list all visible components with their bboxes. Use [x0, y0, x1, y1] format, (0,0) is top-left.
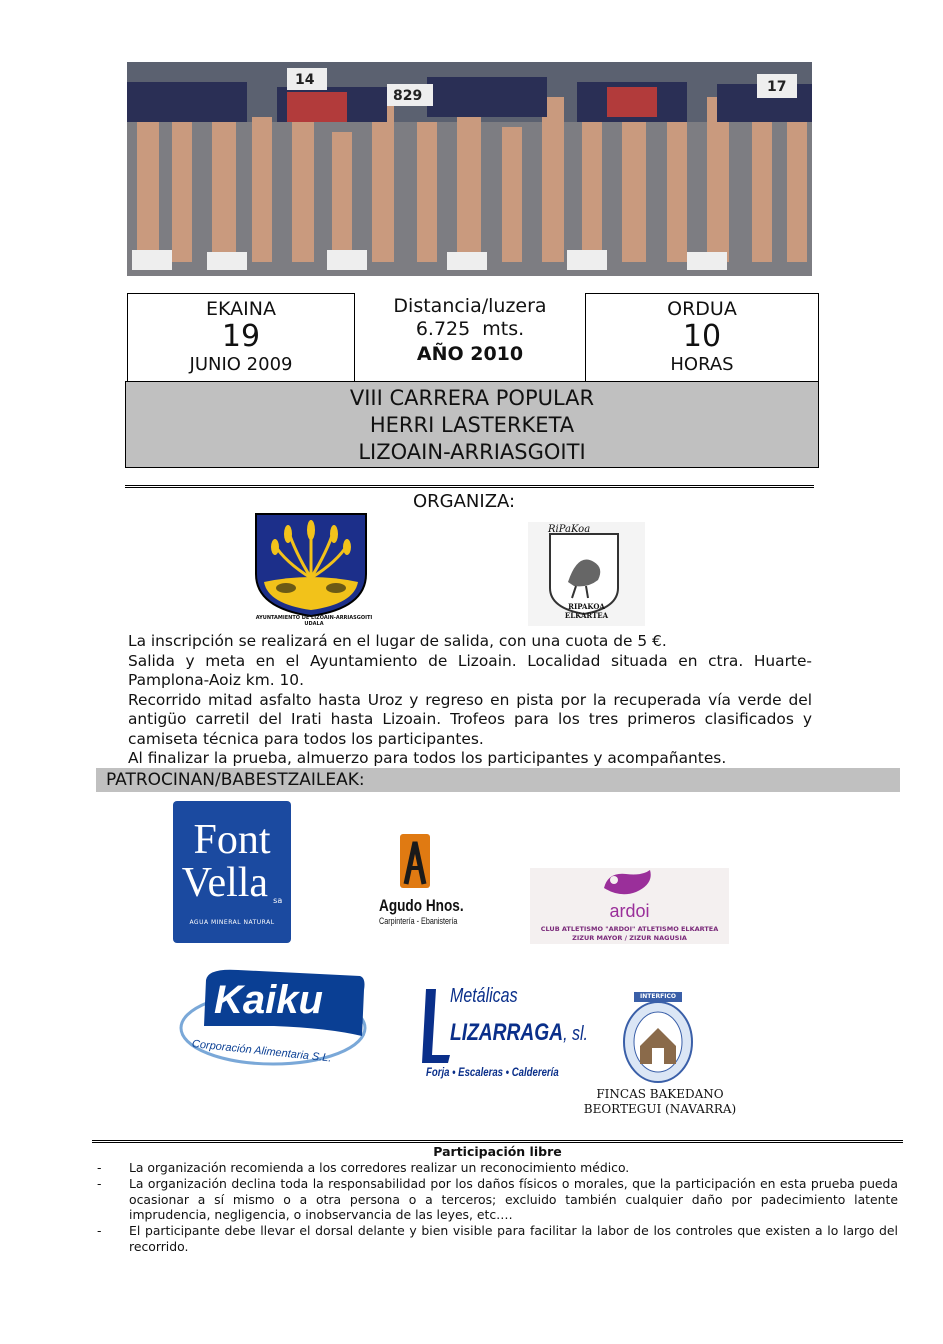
- agudo-name: Agudo Hnos.: [379, 896, 464, 915]
- rules-list: [92, 1160, 898, 1255]
- ardoi-logo: [530, 868, 729, 944]
- distance-info: [360, 294, 580, 367]
- fincas-logo: [620, 990, 696, 1086]
- kaiku-logo: [178, 966, 368, 1069]
- distance-value: 6.725 mts.: [415, 318, 525, 340]
- participation-title: Participación libre: [433, 1144, 562, 1159]
- sponsors-label: PATROCINAN/BABESTZAILEAK:: [106, 770, 365, 790]
- description-paragraph: La inscripción se realizará en el lugar de salida, con una cuota de 5 €.: [128, 632, 667, 650]
- list-dash: -: [97, 1223, 102, 1239]
- ardoi-name: ardoi: [609, 901, 650, 921]
- metalicas-word-1: Metálicas: [450, 985, 518, 1007]
- fincas-caption: [580, 1087, 740, 1117]
- bib-number-2: 17: [767, 79, 787, 95]
- fontvella-logo: [173, 801, 291, 943]
- race-description: [128, 632, 812, 769]
- date-box-top: EKAINA: [206, 298, 276, 320]
- fontvella-subtitle: AGUA MINERAL NATURAL: [189, 919, 275, 926]
- ardoi-line-2: ZIZUR MAYOR / ZIZUR NAGUSIA: [572, 934, 687, 942]
- divider: [92, 1140, 903, 1143]
- race-title-line2: HERRI LASTERKETA: [369, 413, 575, 437]
- fontvella-word-1: Font: [193, 817, 271, 863]
- date-box-day: 19: [221, 319, 261, 354]
- divider: [125, 485, 814, 488]
- ripakoa-caption-2: ELKARTEA: [564, 611, 609, 620]
- fontvella-word-2: Vella: [181, 860, 269, 906]
- list-item: [92, 1160, 898, 1176]
- race-title-box: [125, 381, 819, 468]
- agudo-subtitle: Carpintería - Ebanistería: [379, 916, 458, 926]
- fincas-line-2: BEORTEGUI (NAVARRA): [583, 1102, 737, 1116]
- agudo-logo: [370, 832, 464, 934]
- runners-photo: [127, 62, 812, 276]
- ripakoa-top-text: RiPaKoa: [548, 524, 591, 535]
- description-paragraph: Salida y meta en el Ayuntamiento de Lizoain. Localidad situada en ctra. Huarte-Pamplona-Aoiz km. 10.: [128, 651, 812, 689]
- metalicas-sl: , sl.: [563, 1023, 588, 1045]
- organiza-label: ORGANIZA:: [413, 491, 516, 512]
- list-item: [92, 1176, 898, 1223]
- rule-text: La organización declina toda la responsabilidad por los daños físicos o morales, que la participación en esta prueba pueda ocasionar a sí mismo o a otra persona o a terceros; excluido también cualquier daño por padecimiento latente imprudencia, negligencia, o inobservancia de las leyes, etc….: [129, 1175, 898, 1223]
- ayuntamiento-logo: [250, 512, 378, 632]
- fincas-line-1: FINCAS BAKEDANO: [596, 1087, 724, 1101]
- bib-number-1: 829: [393, 88, 423, 104]
- kaiku-name: Kaiku: [214, 978, 323, 1022]
- distance-label: Distancia/luzera: [393, 295, 547, 317]
- metalicas-subtitle: Forja • Escaleras • Calderería: [426, 1065, 559, 1079]
- description-paragraph: Al finalizar la prueba, almuerzo para todos los participantes y acompañantes.: [128, 749, 727, 767]
- kaiku-subtitle: Corporación Alimentaria S.L.: [191, 1038, 333, 1065]
- metalicas-word-2: LIZARRAGA: [450, 1019, 564, 1046]
- time-box-bottom: HORAS: [670, 354, 734, 375]
- list-dash: -: [97, 1160, 102, 1175]
- ripakoa-caption-1: RIPAKOA: [568, 602, 605, 611]
- race-year: AÑO 2010: [416, 343, 524, 365]
- ayuntamiento-caption: AYUNTAMIENTO DE LIZOAIN-ARRIASGOITI UDALA: [255, 615, 373, 627]
- ripakoa-logo: [528, 522, 645, 626]
- fincas-top-text: INTERFICO: [640, 993, 676, 1000]
- rule-text: La organización recomienda a los corredores realizar un reconocimiento médico.: [129, 1160, 630, 1175]
- date-box: [127, 293, 355, 383]
- race-title-line3: LIZOAIN-ARRIASGOITI: [358, 440, 586, 464]
- metalicas-logo: [420, 985, 588, 1085]
- description-paragraph: Recorrido mitad asfalto hasta Uroz y regreso en pista por la recuperada vía verde del antigüo carretil del Irati hasta Lizoain. Trofeos para los tres primeros clasificados y camiseta técnica para todos los participantes.: [128, 690, 812, 748]
- fontvella-sa: sa: [273, 896, 283, 905]
- race-title-line1: VIII CARRERA POPULAR: [349, 386, 595, 410]
- list-dash: -: [97, 1175, 102, 1191]
- time-box-top: ORDUA: [667, 298, 737, 320]
- time-box: [585, 293, 819, 383]
- date-box-bottom: JUNIO 2009: [189, 354, 293, 375]
- time-box-hour: 10: [682, 319, 722, 354]
- bib-number-3: 14: [295, 72, 315, 88]
- list-item: [92, 1223, 898, 1255]
- rule-text: El participante debe llevar el dorsal delante y bien visible para facilitar la labor de los controles que existen a lo largo del recorrido.: [129, 1223, 898, 1254]
- ardoi-line-1: CLUB ATLETISMO "ARDOI" ATLETISMO ELKARTEA: [540, 925, 719, 933]
